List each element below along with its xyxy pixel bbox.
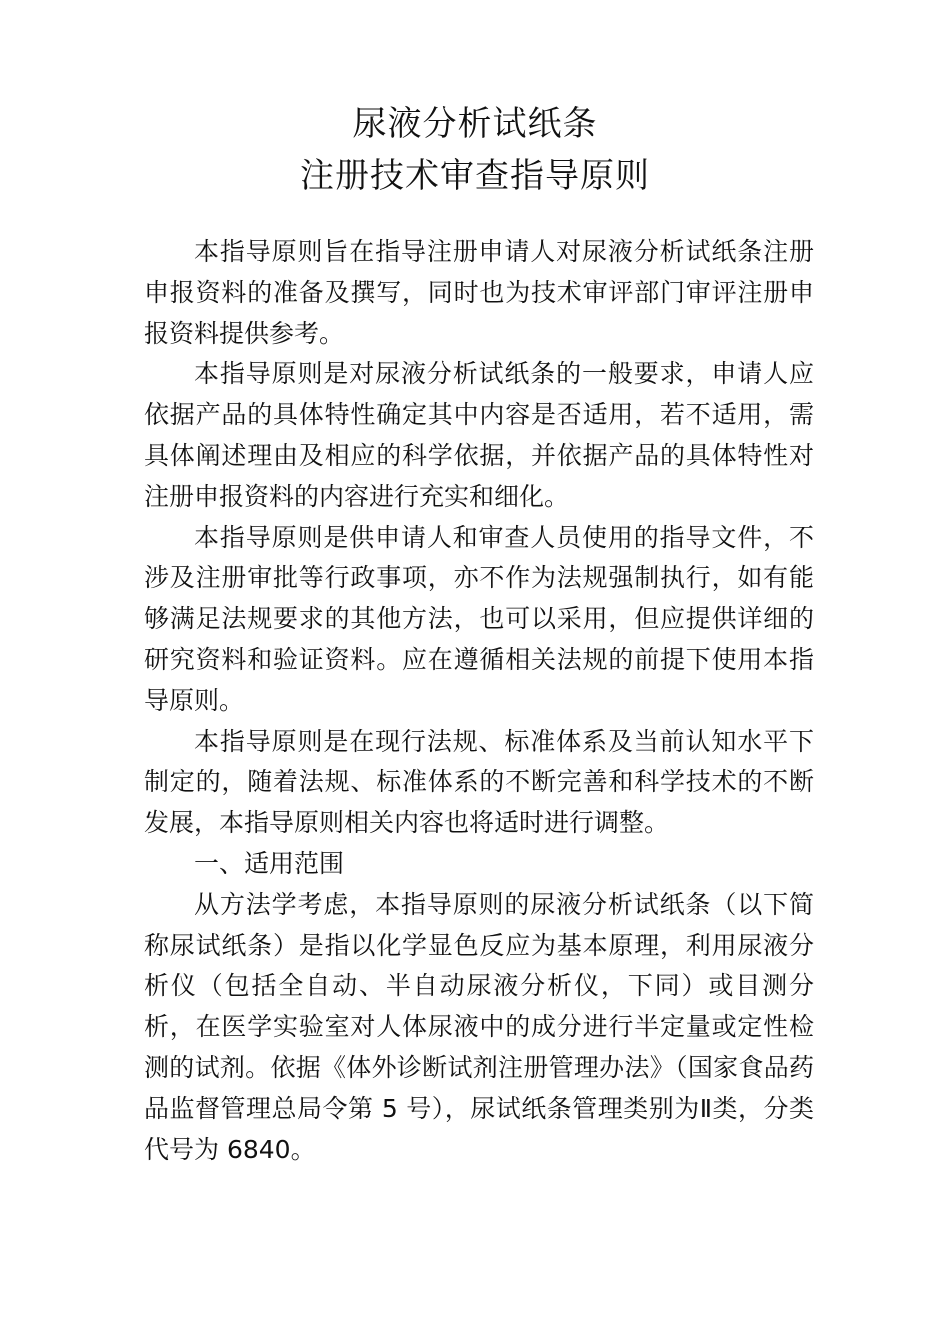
- title-line-2: 注册技术审查指导原则: [300, 156, 650, 196]
- paragraph-purpose: 本指导原则旨在指导注册申请人对尿液分析试纸条注册申报资料的准备及撰写，同时也为技术审评部门审评注册申报资料提供参考。: [144, 237, 814, 348]
- paragraph-adjustment: 本指导原则是在现行法规、标准体系及当前认知水平下制定的，随着法规、标准体系的不断完善和科学技术的不断发展，本指导原则相关内容也将适时进行调整。: [144, 726, 814, 838]
- section-heading-scope: 一、适用范围: [194, 848, 345, 878]
- title-line-1: 尿液分析试纸条: [352, 104, 598, 144]
- document-body: [144, 232, 814, 1170]
- document-title: [0, 98, 950, 202]
- paragraph-scope: 从方法学考虑，本指导原则的尿液分析试纸条（以下简称尿试纸条）是指以化学显色反应为基本原理，利用尿液分析仪（包括全自动、半自动尿液分析仪，下同）或目测分析，在医学实验室对人体尿液中的成分进行半定量或定性检测的试剂。依据《体外诊断试剂注册管理办法》（国家食品药品监督管理总局令第 5 号），尿试纸条管理类别为Ⅱ类，分类代号为 6840。: [144, 889, 814, 1164]
- paragraph-general-requirements: 本指导原则是对尿液分析试纸条的一般要求，申请人应依据产品的具体特性确定其中内容是否适用，若不适用，需具体阐述理由及相应的科学依据，并依据产品的具体特性对注册申报资料的内容进行充实和细化。: [144, 359, 814, 511]
- paragraph-guidance-usage: 本指导原则是供申请人和审查人员使用的指导文件，不涉及注册审批等行政事项，亦不作为法规强制执行，如有能够满足法规要求的其他方法，也可以采用，但应提供详细的研究资料和验证资料。应在遵循相关法规的前提下使用本指导原则。: [144, 522, 814, 715]
